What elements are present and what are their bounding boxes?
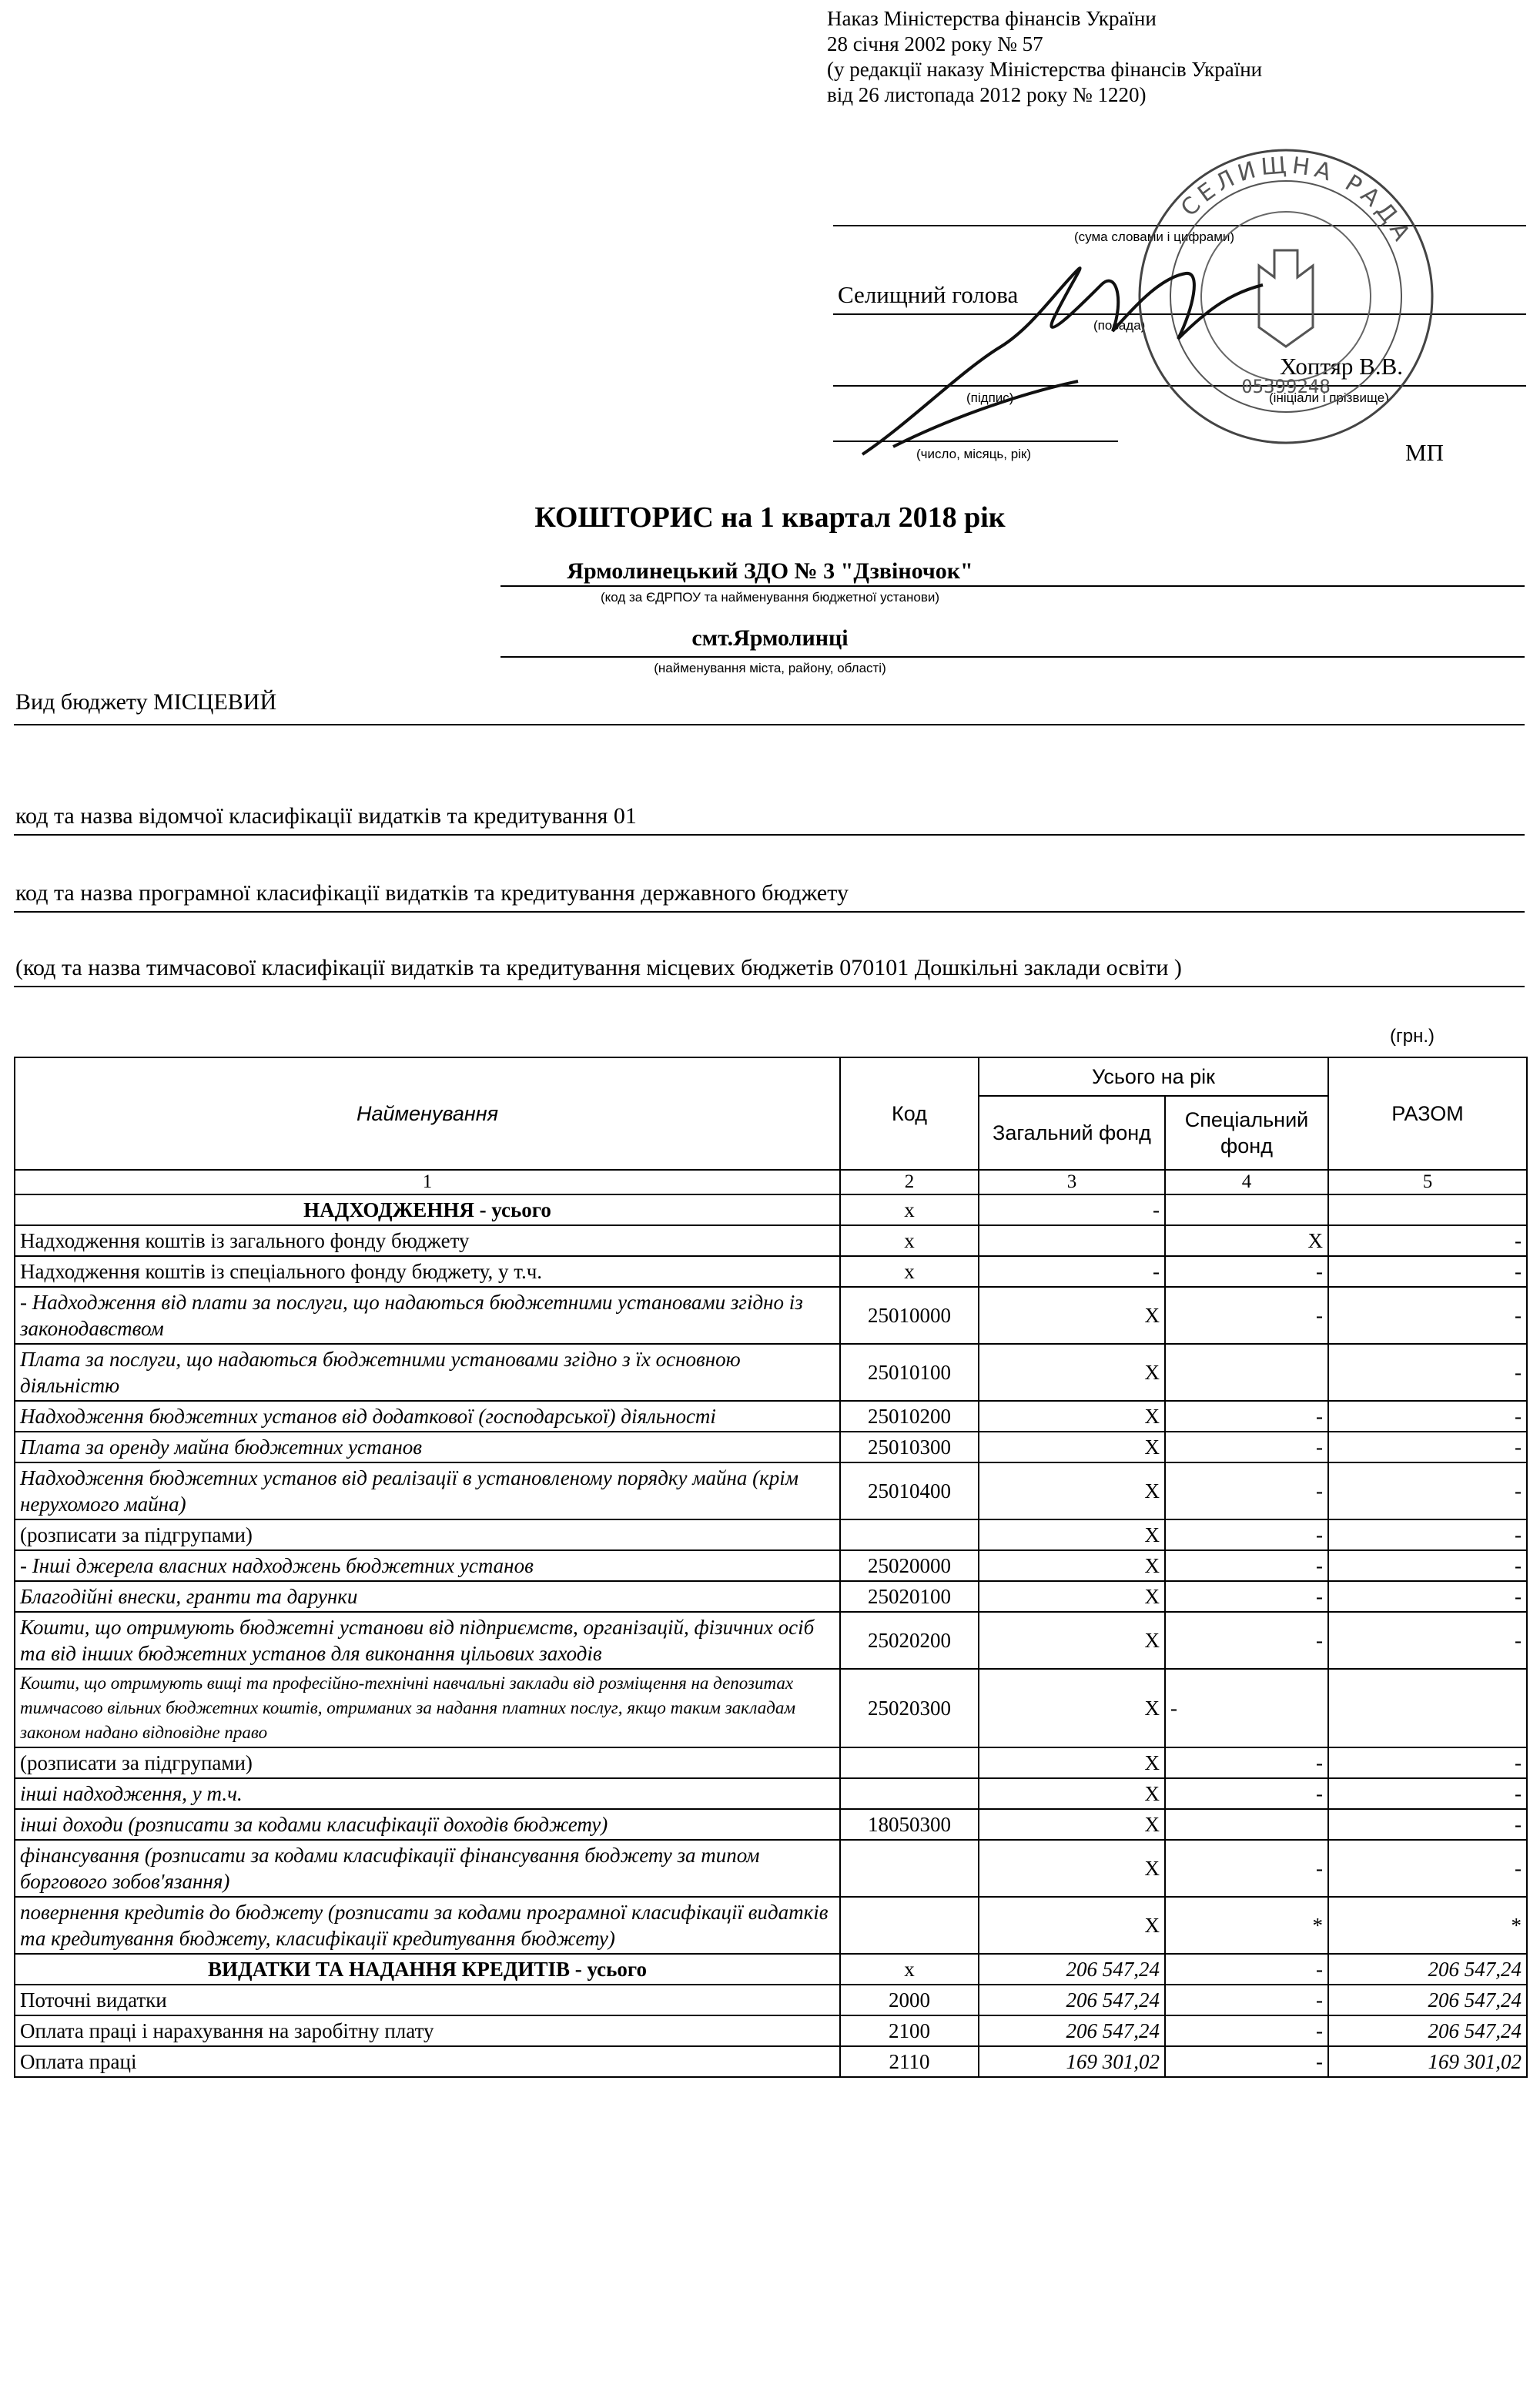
- person-name: Хоптяр В.В.: [1280, 353, 1404, 380]
- row-total: 206 547,24: [1328, 1985, 1527, 2015]
- row-total: -: [1328, 1778, 1527, 1809]
- row-special: -: [1165, 1256, 1328, 1287]
- row-code: 2110: [840, 2046, 979, 2077]
- row-special: -: [1165, 1985, 1328, 2015]
- row-total: -: [1328, 1225, 1527, 1256]
- row-name: інші надходження, у т.ч.: [15, 1778, 840, 1809]
- row-code: 18050300: [840, 1809, 979, 1840]
- row-name: Кошти, що отримують бюджетні установи від підприємств, організацій, фізичних осіб та від інших бюджетних установ для виконання цільових заходів: [15, 1612, 840, 1669]
- order-line: від 26 листопада 2012 року № 1220): [827, 83, 1147, 106]
- row-name: Оплата праці: [15, 2046, 840, 2077]
- row-general: -: [979, 1194, 1165, 1225]
- table-row: [15, 1519, 1527, 1550]
- header-general-fund: Загальний фонд: [979, 1096, 1165, 1170]
- row-special: -: [1165, 1550, 1328, 1581]
- row-name: повернення кредитів до бюджету (розписати за кодами програмної класифікації видатків та кредитування бюджету, класифікації кредитування бюджету): [15, 1897, 840, 1954]
- row-total: -: [1328, 1809, 1527, 1840]
- row-general: Х: [979, 1669, 1165, 1747]
- order-line: (у редакції наказу Міністерства фінансів України: [827, 58, 1263, 81]
- table-row: [15, 1612, 1527, 1669]
- order-reference: [827, 6, 1520, 108]
- temporary-line: [14, 986, 1525, 987]
- row-special: -: [1165, 1778, 1328, 1809]
- row-total: -: [1328, 1747, 1527, 1778]
- row-name: - Інші джерела власних надходжень бюджетних установ: [15, 1550, 840, 1581]
- table-row: [15, 2015, 1527, 2046]
- row-special: -: [1165, 1840, 1328, 1897]
- city-line: [500, 656, 1525, 658]
- row-total: [1328, 1194, 1527, 1225]
- table-row: [15, 1809, 1527, 1840]
- row-general: Х: [979, 1840, 1165, 1897]
- row-general: [979, 1225, 1165, 1256]
- institution-line: [500, 585, 1525, 587]
- row-general: 206 547,24: [979, 1985, 1165, 2015]
- row-code: [840, 1897, 979, 1954]
- row-total: -: [1328, 1612, 1527, 1669]
- row-name: - Надходження від плати за послуги, що надаються бюджетними установами згідно із законодавством: [15, 1287, 840, 1344]
- temporary-classification: (код та назва тимчасової класифікації видатків та кредитування місцевих бюджетів 070101 Дошкільні заклади освіти ): [15, 955, 1182, 980]
- row-name: Кошти, що отримують вищі та професійно-технічні навчальні заклади від розміщення на депозитах тимчасово вільних бюджетних коштів, отриманих за надання платних послуг, якщо таким закладам законом надано відповідне право: [15, 1669, 840, 1747]
- row-general: Х: [979, 1581, 1165, 1612]
- stamp-code: 05399248: [1241, 376, 1331, 397]
- row-special: -: [1165, 1432, 1328, 1462]
- index-cell: 4: [1165, 1170, 1328, 1194]
- table-row: [15, 1581, 1527, 1612]
- row-general: 206 547,24: [979, 2015, 1165, 2046]
- table-row: [15, 1747, 1527, 1778]
- row-name: (розписати за підгрупами): [15, 1747, 840, 1778]
- row-total: -: [1328, 1287, 1527, 1344]
- row-special: -: [1165, 2046, 1328, 2077]
- departmental-classification: код та назва відомчої класифікації видатків та кредитування 01: [15, 803, 637, 829]
- budget-type: Вид бюджету МІСЦЕВИЙ: [15, 689, 277, 715]
- row-total: -: [1328, 1519, 1527, 1550]
- table-row: [15, 1550, 1527, 1581]
- table-row: [15, 1225, 1527, 1256]
- row-name: Надходження коштів із спеціального фонду бюджету, у т.ч.: [15, 1256, 840, 1287]
- seal-mark: МП: [1405, 439, 1444, 466]
- row-code: 25010100: [840, 1344, 979, 1401]
- row-code: [840, 1747, 979, 1778]
- row-special: [1165, 1194, 1328, 1225]
- table-row: [15, 1954, 1527, 1985]
- index-cell: 1: [15, 1170, 840, 1194]
- program-classification: код та назва програмної класифікації видатків та кредитування державного бюджету: [15, 880, 849, 906]
- row-code: 25010200: [840, 1401, 979, 1432]
- row-code: 25020300: [840, 1669, 979, 1747]
- row-special: [1165, 1344, 1328, 1401]
- institution-caption: (код за ЄДРПОУ та найменування бюджетної установи): [600, 590, 940, 605]
- index-cell: 2: [840, 1170, 979, 1194]
- row-special: Х: [1165, 1225, 1328, 1256]
- row-code: 25020200: [840, 1612, 979, 1669]
- header-name: Найменування: [15, 1057, 840, 1170]
- row-name: Оплата праці і нарахування на заробітну плату: [15, 2015, 840, 2046]
- row-name: (розписати за підгрупами): [15, 1519, 840, 1550]
- table-row: [15, 1897, 1527, 1954]
- row-code: [840, 1840, 979, 1897]
- city-name: смт.Ярмолинці: [691, 625, 849, 651]
- sum-caption: (сума словами і цифрами): [1074, 229, 1235, 244]
- signature-caption: (підпис): [966, 390, 1014, 405]
- row-special: -: [1165, 1954, 1328, 1985]
- table-row: [15, 1287, 1527, 1344]
- row-code: 25010300: [840, 1432, 979, 1462]
- row-general: Х: [979, 1401, 1165, 1432]
- row-special: -: [1165, 2015, 1328, 2046]
- svg-text:СЕЛИЩНА РАДА: [1176, 152, 1417, 250]
- row-total: -: [1328, 1550, 1527, 1581]
- row-special: *: [1165, 1897, 1328, 1954]
- row-total: -: [1328, 1432, 1527, 1462]
- row-name: Надходження коштів із загального фонду бюджету: [15, 1225, 840, 1256]
- table-row: [15, 1344, 1527, 1401]
- program-line: [14, 911, 1525, 913]
- date-caption: (число, місяць, рік): [916, 447, 1032, 461]
- order-line: 28 січня 2002 року № 57: [827, 32, 1043, 55]
- table-row: [15, 1256, 1527, 1287]
- row-special: -: [1165, 1747, 1328, 1778]
- person-caption: (ініціали і прізвище): [1269, 390, 1389, 405]
- row-name: Плата за послуги, що надаються бюджетними установами згідно з їх основною діяльністю: [15, 1344, 840, 1401]
- row-special: -: [1165, 1519, 1328, 1550]
- row-total: *: [1328, 1897, 1527, 1954]
- row-general: Х: [979, 1897, 1165, 1954]
- row-general: Х: [979, 1747, 1165, 1778]
- row-total: -: [1328, 1840, 1527, 1897]
- row-name: Плата за оренду майна бюджетних установ: [15, 1432, 840, 1462]
- row-name: Поточні видатки: [15, 1985, 840, 2015]
- row-name: ВИДАТКИ ТА НАДАННЯ КРЕДИТІВ - усього: [15, 1954, 840, 1985]
- row-special: -: [1165, 1287, 1328, 1344]
- row-code: [840, 1778, 979, 1809]
- row-code: х: [840, 1954, 979, 1985]
- row-total: -: [1328, 1581, 1527, 1612]
- table-row: [15, 1669, 1527, 1747]
- header-code: Код: [840, 1057, 979, 1170]
- row-total: [1328, 1669, 1527, 1747]
- row-code: 25020000: [840, 1550, 979, 1581]
- order-line: Наказ Міністерства фінансів України: [827, 7, 1157, 30]
- header-special-fund: Спеціальний фонд: [1165, 1096, 1328, 1170]
- row-code: [840, 1519, 979, 1550]
- row-special: -: [1165, 1462, 1328, 1519]
- row-code: х: [840, 1256, 979, 1287]
- table-row: [15, 1401, 1527, 1432]
- row-name: Надходження бюджетних установ від реалізації в установленому порядку майна (крім нерухомого майна): [15, 1462, 840, 1519]
- document-title: КОШТОРИС на 1 квартал 2018 рік: [534, 501, 1006, 534]
- table-row: [15, 1432, 1527, 1462]
- row-general: Х: [979, 1612, 1165, 1669]
- institution-name: Ярмолинецький ЗДО № 3 "Дзвіночок": [567, 558, 973, 584]
- index-row: [15, 1170, 1527, 1194]
- row-special: -: [1165, 1581, 1328, 1612]
- position-caption: (посада): [1093, 318, 1146, 333]
- row-total: 169 301,02: [1328, 2046, 1527, 2077]
- row-general: 206 547,24: [979, 1954, 1165, 1985]
- header-total-year: Усього на рік: [979, 1057, 1328, 1096]
- row-name: фінансування (розписати за кодами класифікації фінансування бюджету за типом боргового зобов'язання): [15, 1840, 840, 1897]
- row-general: 169 301,02: [979, 2046, 1165, 2077]
- row-code: 2000: [840, 1985, 979, 2015]
- estimate-table: [14, 1057, 1528, 2078]
- row-total: -: [1328, 1256, 1527, 1287]
- row-total: -: [1328, 1344, 1527, 1401]
- row-general: -: [979, 1256, 1165, 1287]
- row-code: 25010000: [840, 1287, 979, 1344]
- row-name: Благодійні внески, гранти та дарунки: [15, 1581, 840, 1612]
- row-name: інші доходи (розписати за кодами класифікації доходів бюджету): [15, 1809, 840, 1840]
- index-cell: 3: [979, 1170, 1165, 1194]
- position-text: Селищний голова: [838, 281, 1019, 308]
- row-total: -: [1328, 1401, 1527, 1432]
- row-code: 2100: [840, 2015, 979, 2046]
- row-code: 25010400: [840, 1462, 979, 1519]
- table-row: [15, 1778, 1527, 1809]
- departmental-line: [14, 834, 1525, 836]
- row-general: Х: [979, 1550, 1165, 1581]
- row-total: 206 547,24: [1328, 1954, 1527, 1985]
- row-code: х: [840, 1194, 979, 1225]
- stamp-outer-text: СЕЛИЩНА РАДА: [1176, 152, 1418, 250]
- table-row: [15, 2046, 1527, 2077]
- header-total: РАЗОМ: [1328, 1057, 1527, 1170]
- signature-icon: [847, 239, 1278, 470]
- table-row: [15, 1462, 1527, 1519]
- table-row: [15, 1985, 1527, 2015]
- row-general: Х: [979, 1287, 1165, 1344]
- row-name: НАДХОДЖЕННЯ - усього: [15, 1194, 840, 1225]
- row-general: Х: [979, 1809, 1165, 1840]
- row-general: Х: [979, 1432, 1165, 1462]
- table-row: [15, 1840, 1527, 1897]
- row-special: -: [1165, 1401, 1328, 1432]
- row-code: х: [840, 1225, 979, 1256]
- row-code: 25020100: [840, 1581, 979, 1612]
- row-special: -: [1165, 1612, 1328, 1669]
- row-special: [1165, 1809, 1328, 1840]
- currency-note: (грн.): [1390, 1026, 1435, 1047]
- row-general: Х: [979, 1462, 1165, 1519]
- row-general: Х: [979, 1519, 1165, 1550]
- row-general: Х: [979, 1778, 1165, 1809]
- city-caption: (найменування міста, району, області): [654, 661, 886, 675]
- table-row: [15, 1194, 1527, 1225]
- budget-type-line: [14, 724, 1525, 725]
- row-name: Надходження бюджетних установ від додаткової (господарської) діяльності: [15, 1401, 840, 1432]
- row-total: 206 547,24: [1328, 2015, 1527, 2046]
- row-total: -: [1328, 1462, 1527, 1519]
- index-cell: 5: [1328, 1170, 1527, 1194]
- row-general: Х: [979, 1344, 1165, 1401]
- row-special: -: [1165, 1669, 1328, 1747]
